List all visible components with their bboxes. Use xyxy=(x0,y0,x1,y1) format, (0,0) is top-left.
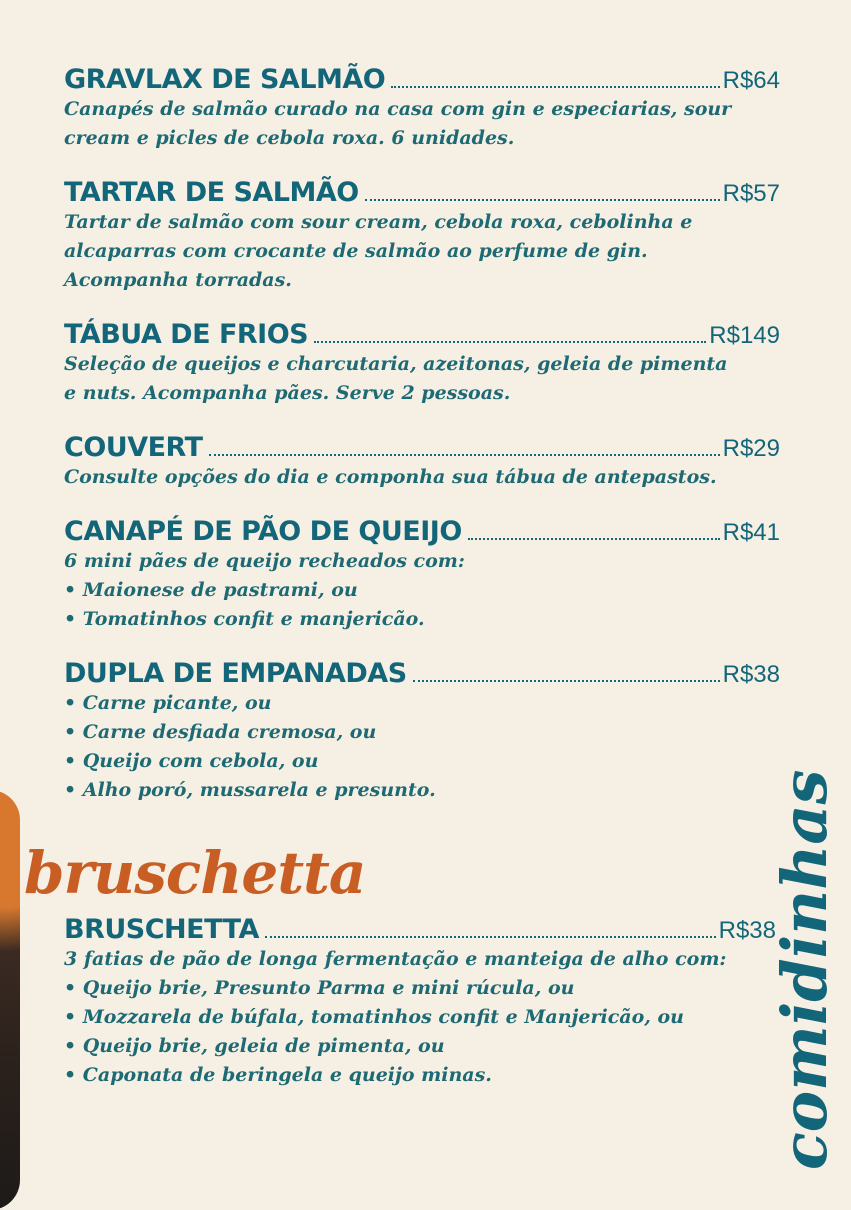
item-name: TÁBUA DE FRIOS xyxy=(64,319,309,350)
dot-leader xyxy=(365,198,720,201)
dot-leader xyxy=(468,537,720,540)
item-price: R$64 xyxy=(722,67,780,94)
menu-item-header xyxy=(64,430,780,467)
description-line: Seleção de queijos e charcutaria, azeitonas, geleia de pimenta xyxy=(64,353,728,375)
description-line: e nuts. Acompanha pães. Serve 2 pessoas. xyxy=(64,382,511,404)
item-price: R$149 xyxy=(709,322,780,349)
menu-item xyxy=(64,175,780,295)
item-description xyxy=(64,547,764,634)
menu-item xyxy=(64,514,780,634)
menu-item xyxy=(64,62,780,153)
menu-item xyxy=(64,912,776,1090)
menu-item-header xyxy=(64,317,780,354)
description-line: alcaparras com crocante de salmão ao perfume de gin. xyxy=(64,240,648,262)
description-line: • Queijo brie, Presunto Parma e mini rúcula, ou xyxy=(64,977,575,999)
item-name: GRAVLAX DE SALMÃO xyxy=(64,64,386,95)
description-line: • Carne desfiada cremosa, ou xyxy=(64,721,377,743)
description-line: • Carne picante, ou xyxy=(64,692,272,714)
description-line: • Mozzarela de búfala, tomatinhos confit e Manjericão, ou xyxy=(64,1006,684,1028)
item-description xyxy=(64,350,764,408)
description-line: • Tomatinhos confit e manjericão. xyxy=(64,608,425,630)
menu-item xyxy=(64,430,780,492)
description-line: cream e picles de cebola roxa. 6 unidades. xyxy=(64,127,515,149)
description-line: Tartar de salmão com sour cream, cebola roxa, cebolinha e xyxy=(64,211,693,233)
menu-item xyxy=(64,317,780,408)
dot-leader xyxy=(413,679,720,682)
description-line: Acompanha torradas. xyxy=(64,269,292,291)
item-description xyxy=(64,689,764,805)
dot-leader xyxy=(314,340,706,343)
bruschetta-list xyxy=(64,912,776,1112)
item-description xyxy=(64,945,764,1090)
item-name: BRUSCHETTA xyxy=(64,914,259,945)
item-description xyxy=(64,463,764,492)
item-name: CANAPÉ DE PÃO DE QUEIJO xyxy=(64,516,462,547)
description-line: 3 fatias de pão de longa fermentação e manteiga de alho com: xyxy=(64,948,727,970)
item-price: R$38 xyxy=(722,661,780,688)
menu-list xyxy=(64,62,780,827)
item-name: COUVERT xyxy=(64,432,203,463)
description-line: • Alho poró, mussarela e presunto. xyxy=(64,779,436,801)
menu-item-header xyxy=(64,912,776,949)
dot-leader xyxy=(265,935,716,938)
item-name: DUPLA DE EMPANADAS xyxy=(64,658,407,689)
section-title: bruschetta xyxy=(24,839,366,907)
item-name: TARTAR DE SALMÃO xyxy=(64,177,359,208)
menu-item-header xyxy=(64,656,780,693)
description-line: Consulte opções do dia e componha sua tábua de antepastos. xyxy=(64,466,717,488)
description-line: Canapés de salmão curado na casa com gin e especiarias, sour xyxy=(64,98,732,120)
food-photo-edge xyxy=(0,790,20,1210)
item-description xyxy=(64,208,764,295)
description-line: • Caponata de beringela e queijo minas. xyxy=(64,1064,492,1086)
side-category-title: comidinhas xyxy=(768,769,841,1170)
dot-leader xyxy=(391,85,719,88)
menu-item-header xyxy=(64,62,780,99)
description-line: 6 mini pães de queijo recheados com: xyxy=(64,550,465,572)
menu-item-header xyxy=(64,514,780,551)
item-price: R$29 xyxy=(722,435,780,462)
item-price: R$57 xyxy=(722,180,780,207)
item-price: R$41 xyxy=(722,519,780,546)
dot-leader xyxy=(209,453,720,456)
menu-item xyxy=(64,656,780,805)
description-line: • Queijo com cebola, ou xyxy=(64,750,319,772)
item-price: R$38 xyxy=(718,917,776,944)
item-description xyxy=(64,95,764,153)
menu-item-header xyxy=(64,175,780,212)
description-line: • Maionese de pastrami, ou xyxy=(64,579,358,601)
description-line: • Queijo brie, geleia de pimenta, ou xyxy=(64,1035,445,1057)
